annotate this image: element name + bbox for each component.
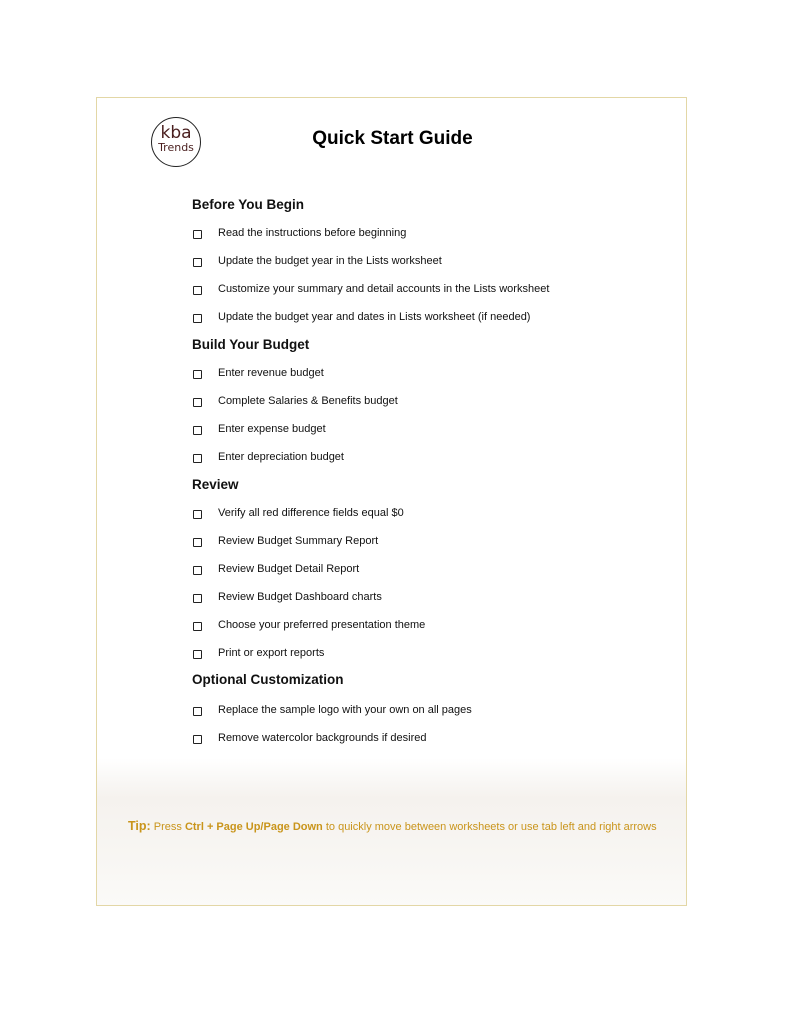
checklist-item[interactable]: [193, 702, 472, 718]
checklist-item-label: Verify all red difference fields equal $0: [218, 507, 404, 519]
logo-text-kba: kba: [160, 123, 192, 143]
checklist-item[interactable]: [193, 281, 549, 297]
checklist-item-label: Print or export reports: [218, 647, 325, 659]
checklist-item-label: Enter expense budget: [218, 423, 326, 435]
checkbox[interactable]: [193, 398, 202, 407]
checkbox[interactable]: [193, 566, 202, 575]
checklist-item-label: Update the budget year and dates in Lists worksheet (if needed): [218, 311, 531, 323]
checklist-item-label: Review Budget Detail Report: [218, 563, 360, 575]
checkbox[interactable]: [193, 622, 202, 631]
page-title: Quick Start Guide: [312, 128, 473, 149]
checkbox[interactable]: [193, 426, 202, 435]
checklist-item[interactable]: [193, 533, 378, 549]
checkbox[interactable]: [193, 594, 202, 603]
checkbox[interactable]: [193, 538, 202, 547]
checklist-item[interactable]: [193, 589, 382, 605]
checklist-item-label: Enter depreciation budget: [218, 451, 344, 463]
checklist-item[interactable]: [193, 225, 406, 241]
checklist-item-label: Read the instructions before beginning: [218, 227, 407, 239]
checklist-item[interactable]: [193, 421, 326, 437]
checkbox[interactable]: [193, 370, 202, 379]
checklist-item[interactable]: [193, 617, 425, 633]
checklist-item-label: Complete Salaries & Benefits budget: [218, 395, 398, 407]
checklist-item[interactable]: [193, 645, 324, 661]
checklist-item[interactable]: [193, 309, 530, 325]
section-heading-before-you-begin: Before You Begin: [192, 197, 305, 212]
checkbox[interactable]: [193, 314, 202, 323]
checklist-item-label: Choose your preferred presentation theme: [218, 619, 426, 631]
checklist-item-label: Update the budget year in the Lists worksheet: [218, 255, 442, 267]
checkbox[interactable]: [193, 510, 202, 519]
checklist-item[interactable]: [193, 393, 398, 409]
checklist-item[interactable]: [193, 505, 404, 521]
checklist-item[interactable]: [193, 253, 442, 269]
tip-lead: Tip:: [128, 819, 151, 833]
checkbox[interactable]: [193, 258, 202, 267]
checkbox[interactable]: [193, 230, 202, 239]
checkbox[interactable]: [193, 454, 202, 463]
quick-start-page: [96, 97, 687, 906]
checklist-item-label: Review Budget Dashboard charts: [218, 591, 382, 603]
tip-text: [128, 819, 657, 833]
checkbox[interactable]: [193, 707, 202, 716]
tip-post: to quickly move between worksheets or use tab left and right arrows: [325, 821, 657, 833]
checkbox[interactable]: [193, 286, 202, 295]
checklist-item-label: Customize your summary and detail accounts in the Lists worksheet: [218, 283, 550, 295]
checklist-item[interactable]: [193, 730, 427, 746]
checkbox[interactable]: [193, 650, 202, 659]
logo-text-trends: Trends: [158, 141, 194, 154]
tip-pre: Press: [153, 821, 182, 833]
checklist-item-label: Enter revenue budget: [218, 367, 324, 379]
checklist-item-label: Remove watercolor backgrounds if desired: [218, 732, 427, 744]
checklist-item[interactable]: [193, 449, 344, 465]
checkbox[interactable]: [193, 735, 202, 744]
section-heading-build-your-budget: Build Your Budget: [192, 337, 310, 352]
checklist-item[interactable]: [193, 561, 359, 577]
checklist-item[interactable]: [193, 365, 324, 381]
tip-keys: Ctrl + Page Up/Page Down: [184, 821, 323, 833]
checklist-item-label: Review Budget Summary Report: [218, 535, 379, 547]
checklist-item-label: Replace the sample logo with your own on all pages: [218, 704, 472, 716]
section-heading-review: Review: [192, 477, 239, 492]
section-heading-optional-customization: Optional Customization: [192, 672, 344, 687]
